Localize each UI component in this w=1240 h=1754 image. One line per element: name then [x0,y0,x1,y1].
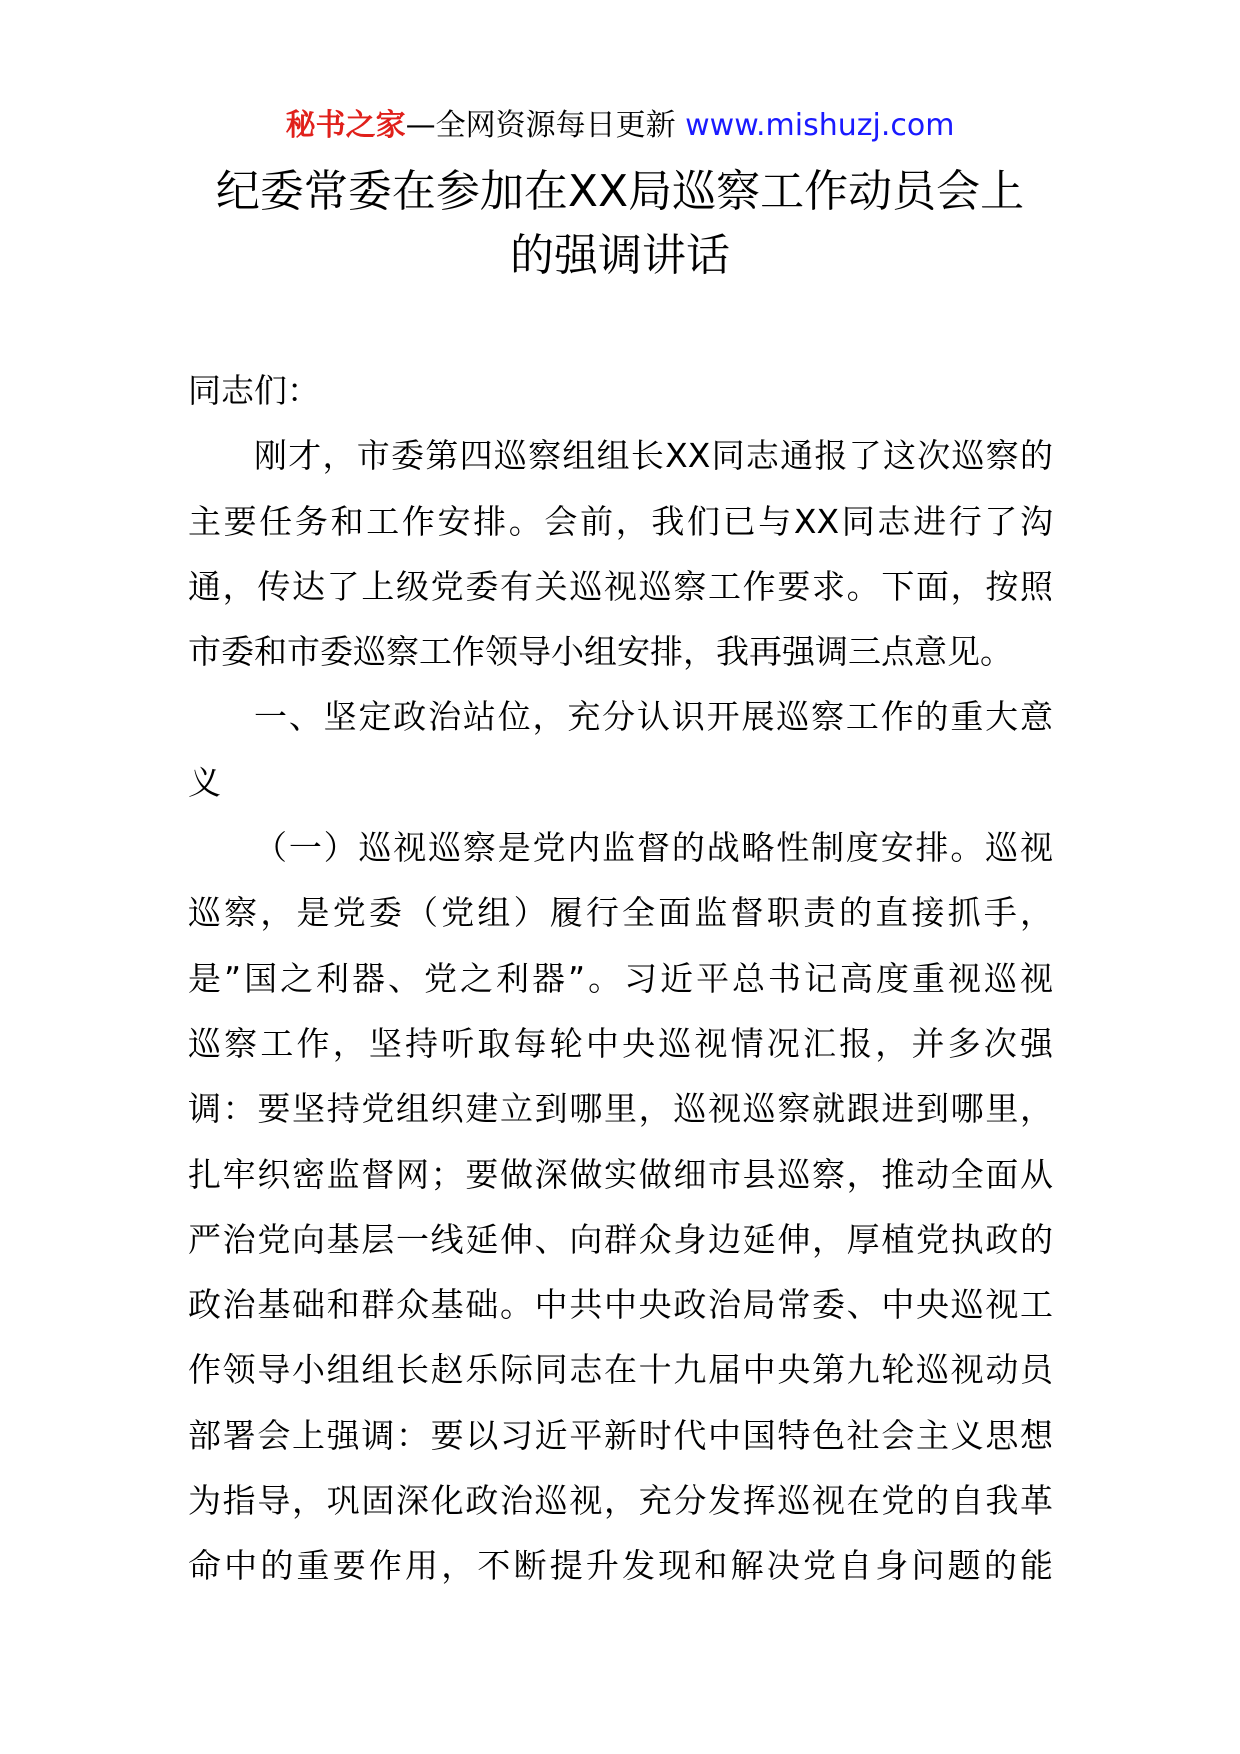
document-title [150,160,1090,288]
paragraph-2-line-6: 扎牢织密监督网；要做深做实做细市县巡察，推动全面从 [188,1154,1053,1194]
document-body [188,358,1053,1599]
paragraph-2-line-7: 严治党向基层一线延伸、向群众身边延伸，厚植党执政的 [188,1219,1053,1259]
paragraph-2-line-5: 调：要坚持党组织建立到哪里，巡视巡察就跟进到哪里， [188,1089,1053,1129]
title-line-1: 纪委常委在参加在XX局巡察工作动员会上 [215,166,1025,217]
paragraph-1-line-3: 通，传达了上级党委有关巡视巡察工作要求。下面，按照 [188,566,1053,606]
paragraph-2-line-9: 作领导小组组长赵乐际同志在十九届中央第九轮巡视动员 [188,1350,1053,1390]
paragraph-2-line-3: 是”国之利器、党之利器”。习近平总书记高度重视巡视 [188,958,1053,998]
salutation: 同志们： [188,371,320,410]
site-header [0,98,1240,154]
paragraph-2-line-12: 命中的重要作用，不断提升发现和解决党自身问题的能 [188,1546,1053,1586]
paragraph-2-line-8: 政治基础和群众基础。中共中央政治局常委、中央巡视工 [188,1285,1053,1325]
site-tagline: —全网资源每日更新 [405,108,686,143]
paragraph-2-line-2: 巡察，是党委（党组）履行全面监督职责的直接抓手， [188,893,1053,933]
site-url-link[interactable]: www.mishuzj.com [685,108,955,143]
paragraph-1-line-4: 市委和市委巡察工作领导小组安排，我再强调三点意见。 [188,632,1013,672]
paragraph-2-line-11: 为指导，巩固深化政治巡视，充分发挥巡视在党的自我革 [188,1481,1053,1521]
paragraph-1-line-2: 主要任务和工作安排。会前，我们已与XX同志进行了沟 [188,501,1053,541]
site-brand: 秘书之家 [285,108,406,143]
title-line-2: 的强调讲话 [510,230,730,281]
paragraph-1-line-1: 刚才，市委第四巡察组组长XX同志通报了这次巡察的 [254,436,1053,476]
paragraph-2-line-4: 巡察工作，坚持听取每轮中央巡视情况汇报，并多次强 [188,1023,1053,1063]
section-heading-1-line-2: 义 [188,762,221,802]
section-heading-1-line-1: 一、坚定政治站位，充分认识开展巡察工作的重大意 [254,697,1053,737]
paragraph-2-line-10: 部署会上强调：要以习近平新时代中国特色社会主义思想 [188,1415,1053,1455]
paragraph-2-line-1: （一）巡视巡察是党内监督的战略性制度安排。巡视 [254,828,1053,868]
